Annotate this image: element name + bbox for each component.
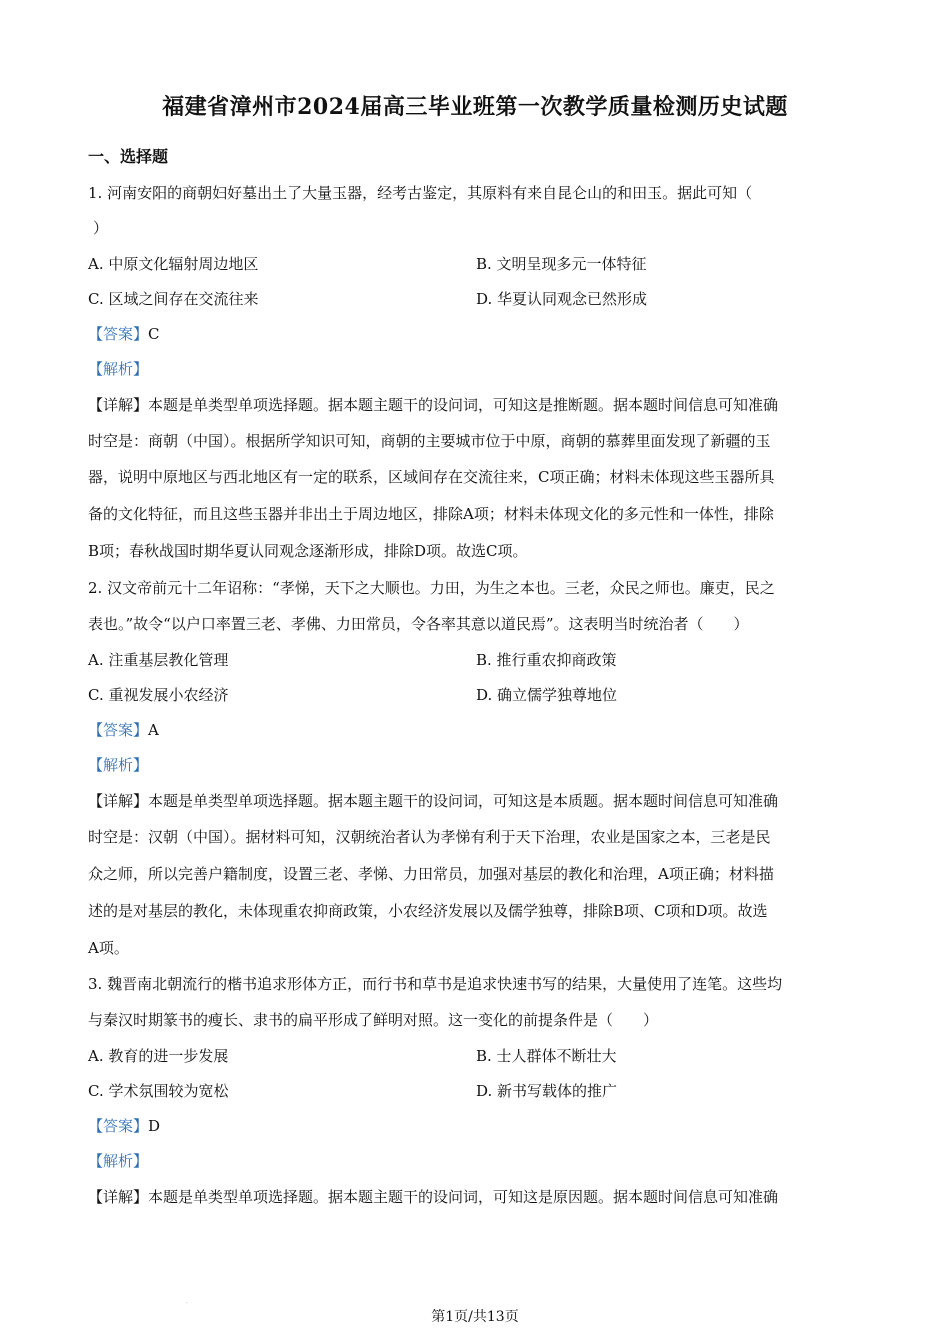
question-3-stem-line-2: 与秦汉时期篆书的瘦长、隶书的扁平形成了鲜明对照。这一变化的前提条件是（ ） [88, 1011, 659, 1029]
question-2-detail-line: 述的是对基层的教化，未体现重农抑商政策，小农经济发展以及儒学独尊，排除B项、C项和D项。故选 [88, 902, 768, 920]
question-1-detail-line: 时空是：商朝（中国）。根据所学知识可知，商朝的主要城市位于中原，商朝的慕葬里面发现了新疆的玉 [88, 432, 771, 450]
question-2-detail-line: 众之师，所以完善户籍制度，设置三老、孝悌、力田常员，加强对基层的教化和治理，A项正确；材料描 [88, 865, 774, 883]
question-2-stem-line-2: 表也。”故令“以户口率置三老、孝佛、力田常员，令各率其意以道民焉”。这表明当时统治者（ ） [88, 615, 749, 633]
question-2-option-d: D. 确立儒学独尊地位 [476, 686, 618, 704]
page-footer: 第1页/共13页 [431, 1309, 519, 1325]
question-3-option-c: C. 学术氛围较为宽松 [88, 1082, 229, 1100]
question-3-option-d: D. 新书写载体的推广 [476, 1082, 618, 1100]
question-3-analysis [88, 1151, 148, 1171]
detail-text: 本题是单类型单项选择题。据本题主题干的设问词，可知这是本质题。据本题时间信息可知准确 [148, 792, 779, 810]
detail-tag: 【详解】 [88, 792, 149, 810]
question-2-answer [88, 720, 159, 740]
detail-tag: 【详解】 [88, 1188, 149, 1206]
question-1-option-c: C. 区域之间存在交流往来 [88, 290, 259, 308]
section-heading: 一、选择题 [88, 147, 169, 166]
detail-text: 本题是单类型单项选择题。据本题主题干的设问词，可知这是推断题。据本题时间信息可知准确 [148, 396, 779, 414]
question-2-detail-line: 时空是：汉朝（中国）。据材料可知，汉朝统治者认为孝悌有利于天下治理，农业是国家之本，三老是民 [88, 828, 771, 846]
question-1-analysis [88, 359, 148, 379]
question-1-detail-line [88, 395, 778, 415]
question-3-answer [88, 1116, 160, 1136]
scan-dot: · [186, 1300, 188, 1307]
question-1-option-b: B. 文明呈现多元一体特征 [476, 255, 647, 273]
question-2-analysis [88, 755, 148, 775]
analysis-tag: 【解析】 [88, 1152, 149, 1170]
question-1-detail-line: 器，说明中原地区与西北地区有一定的联系，区域间存在交流往来，C项正确；材料未体现这些玉器所具 [88, 468, 775, 486]
question-3-option-a: A. 教育的进一步发展 [88, 1047, 229, 1065]
question-2-stem-line-1: 2. 汉文帝前元十二年诏称：“孝悌，天下之大顺也。力田，为生之本也。三老，众民之师也。廉吏，民之 [88, 579, 775, 597]
question-3-option-b: B. 士人群体不断壮大 [476, 1047, 617, 1065]
question-1-answer [88, 324, 160, 344]
answer-tag: 【答案】 [88, 721, 149, 739]
question-3-stem-line-1: 3. 魏晋南北朝流行的楷书追求形体方正，而行书和草书是追求快速书写的结果，大量使用了连笔。这些均 [88, 975, 783, 993]
question-2-option-c: C. 重视发展小农经济 [88, 686, 229, 704]
question-2-detail-line: A项。 [88, 939, 129, 957]
question-1-option-a: A. 中原文化辐射周边地区 [88, 255, 259, 273]
detail-text: 本题是单类型单项选择题。据本题主题干的设问词，可知这是原因题。据本题时间信息可知准确 [148, 1188, 779, 1206]
question-2-detail-line [88, 791, 778, 811]
question-1-stem-line-1: 1. 河南安阳的商朝妇好墓出土了大量玉器，经考古鉴定，其原料有来自昆仑山的和田玉。据此可知（ [88, 184, 753, 202]
question-2-option-b: B. 推行重农抑商政策 [476, 651, 617, 669]
detail-tag: 【详解】 [88, 396, 149, 414]
document-title: 福建省漳州市2024届高三毕业班第一次教学质量检测历史试题 [162, 94, 788, 120]
question-3-detail-line [88, 1187, 778, 1207]
question-1-option-d: D. 华夏认同观念已然形成 [476, 290, 648, 308]
answer-value: C [148, 325, 160, 343]
analysis-tag: 【解析】 [88, 756, 149, 774]
question-1-stem-line-2: ） [93, 219, 109, 237]
question-1-detail-line: 备的文化特征，而且这些玉器并非出土于周边地区，排除A项；材料未体现文化的多元性和一体性，排除 [88, 505, 774, 523]
question-1-detail-line: B项；春秋战国时期华夏认同观念逐渐形成，排除D项。故选C项。 [88, 542, 528, 560]
answer-tag: 【答案】 [88, 1117, 149, 1135]
answer-value: A [148, 721, 159, 739]
question-2-option-a: A. 注重基层教化管理 [88, 651, 229, 669]
answer-tag: 【答案】 [88, 325, 149, 343]
answer-value: D [148, 1117, 161, 1135]
analysis-tag: 【解析】 [88, 360, 149, 378]
